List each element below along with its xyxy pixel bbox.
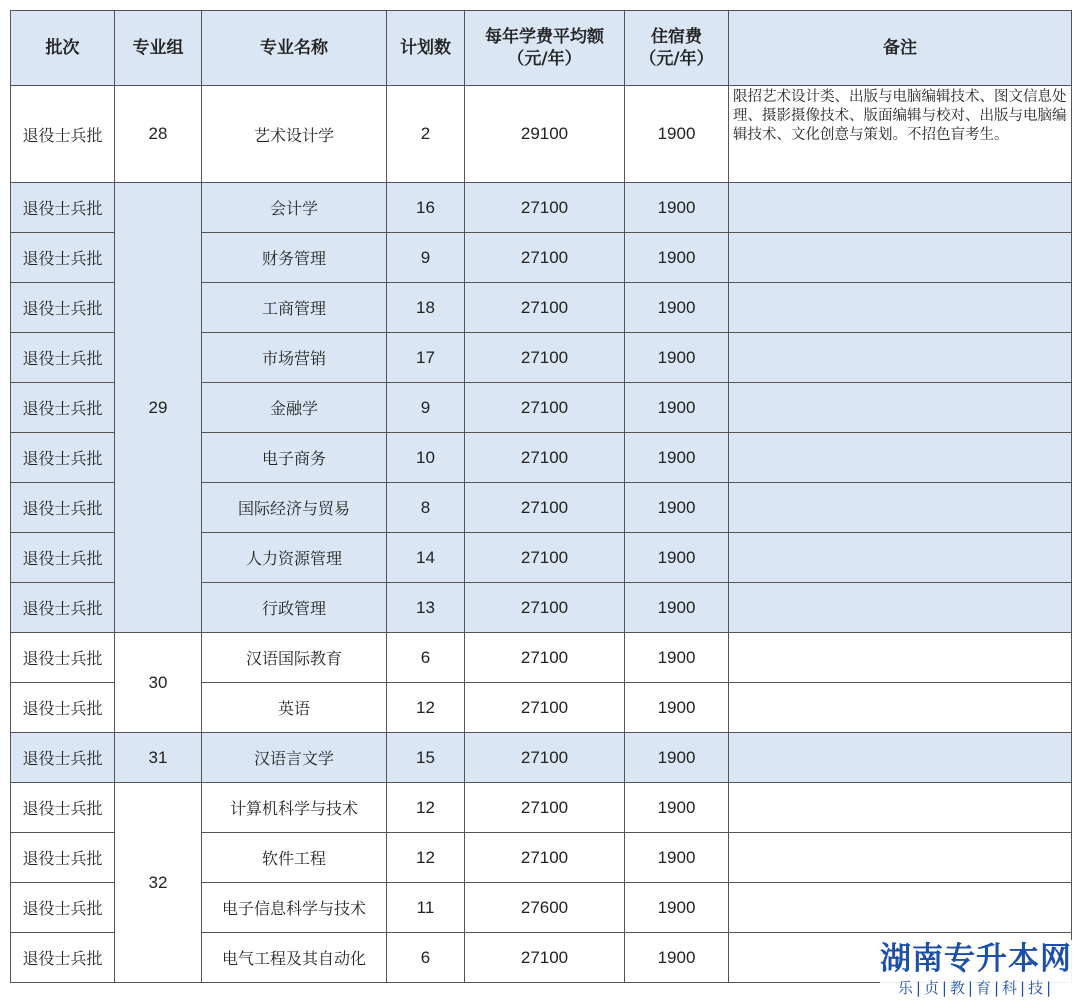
tuition-cell: 27100 — [465, 533, 625, 583]
tuition-cell: 27100 — [465, 633, 625, 683]
dorm-cell: 1900 — [625, 633, 729, 683]
major-cell: 软件工程 — [202, 833, 387, 883]
major-cell: 电子商务 — [202, 433, 387, 483]
tuition-cell: 27100 — [465, 483, 625, 533]
batch-cell: 退役士兵批 — [11, 86, 115, 183]
group-cell: 31 — [115, 733, 202, 783]
batch-cell: 退役士兵批 — [11, 383, 115, 433]
batch-cell: 退役士兵批 — [11, 333, 115, 383]
tuition-cell: 27100 — [465, 733, 625, 783]
header-batch: 批次 — [11, 11, 115, 86]
major-cell: 电气工程及其自动化 — [202, 933, 387, 983]
plan-cell: 12 — [387, 683, 465, 733]
table-row — [11, 633, 1072, 683]
major-cell: 人力资源管理 — [202, 533, 387, 583]
batch-cell: 退役士兵批 — [11, 233, 115, 283]
note-cell — [729, 733, 1072, 783]
plan-cell: 8 — [387, 483, 465, 533]
tuition-cell: 27100 — [465, 383, 625, 433]
plan-cell: 17 — [387, 333, 465, 383]
plan-cell: 6 — [387, 933, 465, 983]
plan-cell: 9 — [387, 233, 465, 283]
dorm-cell: 1900 — [625, 183, 729, 233]
header-plan: 计划数 — [387, 11, 465, 86]
batch-cell: 退役士兵批 — [11, 733, 115, 783]
dorm-cell: 1900 — [625, 933, 729, 983]
dorm-cell: 1900 — [625, 883, 729, 933]
major-cell: 电子信息科学与技术 — [202, 883, 387, 933]
dorm-cell: 1900 — [625, 383, 729, 433]
header-dorm: 住宿费 （元/年） — [625, 11, 729, 86]
major-cell: 国际经济与贸易 — [202, 483, 387, 533]
tuition-cell: 27100 — [465, 783, 625, 833]
note-cell — [729, 883, 1072, 933]
dorm-cell: 1900 — [625, 483, 729, 533]
dorm-cell: 1900 — [625, 86, 729, 183]
header-tuition: 每年学费平均额 （元/年） — [465, 11, 625, 86]
major-cell: 工商管理 — [202, 283, 387, 333]
note-cell — [729, 433, 1072, 483]
batch-cell: 退役士兵批 — [11, 633, 115, 683]
major-cell: 汉语言文学 — [202, 733, 387, 783]
watermark-title: 湖南专升本网 — [880, 941, 1072, 977]
plan-cell: 10 — [387, 433, 465, 483]
plan-cell: 12 — [387, 833, 465, 883]
plan-cell: 6 — [387, 633, 465, 683]
batch-cell: 退役士兵批 — [11, 883, 115, 933]
note-cell — [729, 633, 1072, 683]
tuition-cell: 29100 — [465, 86, 625, 183]
plan-cell: 9 — [387, 383, 465, 433]
tuition-cell: 27100 — [465, 683, 625, 733]
header-group: 专业组 — [115, 11, 202, 86]
note-cell — [729, 333, 1072, 383]
header-note: 备注 — [729, 11, 1072, 86]
note-cell — [729, 183, 1072, 233]
tuition-cell: 27100 — [465, 233, 625, 283]
watermark-subtitle: 乐|贞|教|育|科|技| — [897, 979, 1055, 997]
dorm-cell: 1900 — [625, 283, 729, 333]
major-cell: 计算机科学与技术 — [202, 783, 387, 833]
table-row — [11, 183, 1072, 233]
tuition-cell: 27100 — [465, 933, 625, 983]
batch-cell: 退役士兵批 — [11, 533, 115, 583]
note-cell — [729, 533, 1072, 583]
note-cell — [729, 233, 1072, 283]
plan-cell: 14 — [387, 533, 465, 583]
table-row — [11, 733, 1072, 783]
note-cell — [729, 483, 1072, 533]
dorm-cell: 1900 — [625, 233, 729, 283]
major-cell: 金融学 — [202, 383, 387, 433]
tuition-cell: 27600 — [465, 883, 625, 933]
tuition-cell: 27100 — [465, 183, 625, 233]
plan-cell: 13 — [387, 583, 465, 633]
note-cell: 限招艺术设计类、出版与电脑编辑技术、图文信息处理、摄影摄像技术、版面编辑与校对、出版与电脑编辑技术、文化创意与策划。不招色盲考生。 — [729, 86, 1072, 183]
dorm-cell: 1900 — [625, 683, 729, 733]
batch-cell: 退役士兵批 — [11, 183, 115, 233]
major-cell: 财务管理 — [202, 233, 387, 283]
major-cell: 艺术设计学 — [202, 86, 387, 183]
major-cell: 英语 — [202, 683, 387, 733]
dorm-cell: 1900 — [625, 733, 729, 783]
dorm-cell: 1900 — [625, 433, 729, 483]
header-major: 专业名称 — [202, 11, 387, 86]
dorm-cell: 1900 — [625, 583, 729, 633]
major-cell: 行政管理 — [202, 583, 387, 633]
group-cell: 29 — [115, 183, 202, 633]
plan-cell: 16 — [387, 183, 465, 233]
header-row — [11, 11, 1072, 86]
batch-cell: 退役士兵批 — [11, 283, 115, 333]
batch-cell: 退役士兵批 — [11, 833, 115, 883]
tuition-cell: 27100 — [465, 283, 625, 333]
batch-cell: 退役士兵批 — [11, 933, 115, 983]
table-row — [11, 86, 1072, 183]
table-row — [11, 783, 1072, 833]
group-cell: 30 — [115, 633, 202, 733]
major-cell: 市场营销 — [202, 333, 387, 383]
plan-cell: 11 — [387, 883, 465, 933]
dorm-cell: 1900 — [625, 783, 729, 833]
group-cell: 32 — [115, 783, 202, 983]
plan-cell: 12 — [387, 783, 465, 833]
batch-cell: 退役士兵批 — [11, 433, 115, 483]
note-cell — [729, 683, 1072, 733]
note-cell — [729, 283, 1072, 333]
tuition-cell: 27100 — [465, 583, 625, 633]
note-cell — [729, 783, 1072, 833]
watermark-logo — [880, 940, 1072, 998]
major-cell: 汉语国际教育 — [202, 633, 387, 683]
admission-plan-table — [10, 10, 1072, 983]
tuition-cell: 27100 — [465, 833, 625, 883]
batch-cell: 退役士兵批 — [11, 783, 115, 833]
plan-cell: 18 — [387, 283, 465, 333]
major-cell: 会计学 — [202, 183, 387, 233]
tuition-cell: 27100 — [465, 433, 625, 483]
batch-cell: 退役士兵批 — [11, 483, 115, 533]
note-cell — [729, 833, 1072, 883]
dorm-cell: 1900 — [625, 533, 729, 583]
dorm-cell: 1900 — [625, 333, 729, 383]
note-cell — [729, 583, 1072, 633]
dorm-cell: 1900 — [625, 833, 729, 883]
batch-cell: 退役士兵批 — [11, 583, 115, 633]
plan-cell: 2 — [387, 86, 465, 183]
group-cell: 28 — [115, 86, 202, 183]
note-cell — [729, 383, 1072, 433]
tuition-cell: 27100 — [465, 333, 625, 383]
batch-cell: 退役士兵批 — [11, 683, 115, 733]
plan-cell: 15 — [387, 733, 465, 783]
